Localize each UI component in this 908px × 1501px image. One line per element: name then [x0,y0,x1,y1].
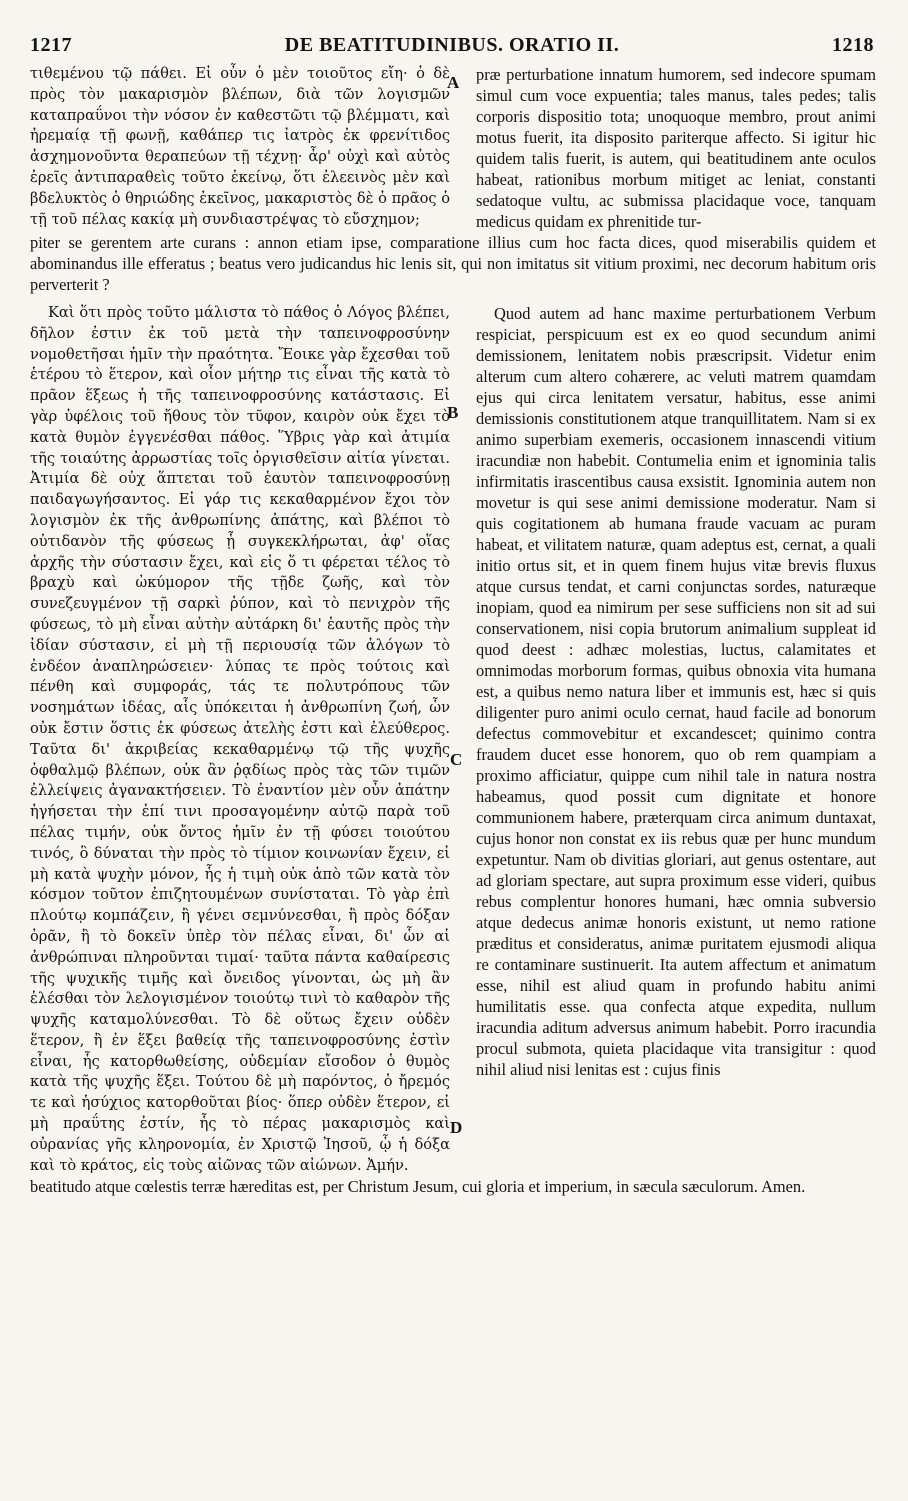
running-title: DE BEATITUDINIBUS. ORATIO II. [284,34,620,56]
columns-section-a [30,64,876,232]
section-marker-b: B [447,403,459,422]
full-width-paragraph-b: beatitudo atque cœlestis terræ hæreditas est, per Christum Jesum, cui gloria et imperium, in sæcula sæculorum. Amen. [30,1177,806,1197]
page-number-left: 1217 [30,34,72,56]
greek-paragraph-b: Καὶ ὅτι πρὸς τοῦτο μάλιστα τὸ πάθος ὁ Λόγος βλέπει, δῆλον ἐστιν ἐκ τοῦ μετὰ τὴν ταπεινοφροσύνην νομοθετῆσαι ἡμῖν τὴν πραότητα. Ἔοικε γὰρ ἔχεσθαι τοῦ ἑτέρου τὸ ἕτερον, καὶ οἷον μήτηρ τις εἶναι τῆς κατὰ τὸ πρᾶον ἕξεως ἡ τῆς ταπεινοφροσύνης κατάστασις. Εἰ γὰρ ὑφέλοις τοῦ ἤθους τὸν τῦφον, καιρὸν οὐκ ἔχει τὸ κατὰ θυμὸν ἐγγενέσθαι πάθος. Ὕβρις γὰρ καὶ ἀτιμία τῆς τοιαύτης ἀρρωστίας τοῖς ὀργισθεῖσιν αἰτία γίνεται. Ἀτιμία δὲ οὐχ ἅπτεται τοῦ ἑαυτὸν ταπεινοφροσύνῃ παιδαγωγήσαντος. Εἰ γάρ τις κεκαθαρμένον ἔχοι τὸν λογισμὸν ἐκ τῆς ἀνθρωπίνης ἀπάτης, καὶ βλέποι τὸ οὐτιδανὸν τῆς φύσεως ᾗ συγκεκλήρωται, ἀφ' οἵας ἀρχῆς τὴν σύστασιν ἔχει, καὶ εἰς ὅ τι φέρεται τέλος τὸ βραχὺ καὶ ὠκύμορον τῆς τῇδε ζωῆς, καὶ τὸν συνεζευγμένον τῇ σαρκὶ ῥύπον, καὶ τὸ πενιχρὸν τῆς φύσεως, τὸ μὴ εἶναι αὐτὴν αὐτάρκη δι' ἑαυτῆς πρὸς τὴν ἰδίαν σύστασιν, εἰ μὴ τῇ περιουσίᾳ τῶν ἀλόγων τὸ ἐνδέον ἀναπληρώσειεν· λύπας τε πρὸς τούτοις καὶ πένθη καὶ συμφοράς, τάς τε πολυτρόπους τῶν νοσημάτων ἰδέας, αἷς ὑπόκειται ἡ ἀνθρωπίνη ζωή, ὧν οὐκ ἔστιν ὅστις ἐκ φύσεως ἀτελὴς ἐστι καὶ ἐλεύθερος. Ταῦτα δι' ἀκριβείας κεκαθαρμένῳ τῷ τῆς ψυχῆς ὀφθαλμῷ βλέπων, οὐκ ἂν ῥᾳδίως πρὸς τὰς τῶν τιμῶν ἐλλείψεις ἀγανακτήσειεν. Τὸ ἐναντίον μὲν οὖν ἀπάτην ἡγήσεται τὴν ἐπί τινι προσαγομένην αὐτῷ παρὰ τοῦ πέλας τιμήν, οὐκ ὄντος ἡμῖν ἐν τῇ φύσει τοιούτου τινός, ὃ δύναται τὴν πρὸς τὸ τίμιον κοινωνίαν ἔχειν, εἰ μὴ κατὰ ψυχὴν μόνον, ἧς ἡ τιμὴ οὐκ ἀπὸ τῶν κατὰ τὸν κόσμον τοῦτον ἐπιζητουμένων συνίσταται. Τὸ γὰρ ἐπὶ πλούτῳ κομπάζειν, ἢ γένει σεμνύνεσθαι, ἢ πρὸς δόξαν ὁρᾶν, ἢ τὸ δοκεῖν ὑπὲρ τὸν πέλας εἶναι, δι' ὧν αἱ ἀνθρώπιναι πληροῦνται τιμαί· ταῦτα πάντα καθαίρεσις τῆς ψυχικῆς τιμῆς καὶ ὄνειδος γίνονται, ὡς μὴ ἂν ἑλέσθαι τὸν λελογισμένον τοιούτῳ τινὶ τὸ καθαρὸν τῆς ψυχῆς καταμολύνεσθαι. Τὸ δὲ οὕτως ἔχειν οὐδὲν ἕτερον, ἢ ἐν ἕξει βαθείᾳ τῆς ταπεινοφροσύνης ἐστὶν εἶναι, ἧς κατορθωθείσης, οὐδεμίαν εἴσοδον ὁ θυμὸς κατὰ τῆς ψυχῆς ἕξει. Τούτου δὲ μὴ παρόντος, ὁ ἤρεμός τε καὶ ἡσύχιος κατορθοῦται βίος· ὅπερ οὐδὲν ἕτερον, εἰ μὴ πραΰτης ἐστίν, ἧς τὸ πέρας μακαρισμὸς καὶ οὐρανίας γῆς κληρονομία, ἐν Χριστῷ Ἰησοῦ, ᾧ ἡ δόξα καὶ τὸ κράτος, εἰς τοὺς αἰῶνας τῶν αἰώνων. Ἀμήν. [30,304,450,1174]
section-marker-d: D [450,1118,463,1137]
running-header [30,34,874,60]
greek-paragraph-a: τιθεμένου τῷ πάθει. Εἰ οὖν ὁ μὲν τοιοῦτος εἴη· ὁ δὲ πρὸς τὸν μακαρισμὸν βλέπων, διὰ τῶν λογισμῶν καταπραΰνοι τὴν νόσον ἐν καθεστῶτι τῷ βλέμματι, καὶ ἠρεμαίᾳ τῇ φωνῇ, καθάπερ τις ἰατρὸς ἐκ φρενίτιδος ἀσχημονοῦντα θεραπεύων τῇ τέχνῃ· ἆρ' οὐχὶ καὶ αὐτὸς ἐρεῖς ἀντιπαραθεὶς τοῦτο ἐκείνῳ, ὅτι ἐλεεινὸς μὲν καὶ βδελυκτὸς ὁ θηριώδης ἐκεῖνος, μακαριστὸς δὲ ὁ πρᾶος ὁ τῇ τοῦ πέλας κακίᾳ μὴ συνδιαστρέψας τὸ εὔσχημον; [30,65,450,228]
page-body [30,64,876,1197]
section-marker-c: C [450,750,463,769]
full-width-paragraph-a: piter se gerentem arte curans : annon etiam ipse, comparatione illius cum hoc facta dices, quod miserabilis quidem et abominandus ille efferatus ; beatus vero judicandus hic lenis sit, qui non imitatus sit vitium proximi, nec decorum habitum oris perverterit ? [30,233,876,294]
section-marker-a: A [447,73,460,92]
columns-section-b [30,303,876,1176]
latin-column [476,303,876,1080]
greek-column [30,64,450,230]
page-number-right: 1218 [832,34,874,56]
latin-column [476,64,876,232]
latin-paragraph-a: præ perturbatione innatum humorem, sed indecore spumam simul cum voce expuentia; tales manus, tales pedes; talis corporis dispositio tota; unoquoque membro, prout animi motus fuerit, ita disposito pariterque affecto. Si igitur hic quidem talis fuerit, is autem, qui beatitudinem ante oculos habeat, rationibus morbum mitiget ac leniat, constanti sedatoque vultu, ac submissa placidaque voce, tanquam medicus quidam ex phrenitide tur- [476,65,876,231]
greek-column [30,303,450,1176]
latin-paragraph-b: Quod autem ad hanc maxime perturbationem Verbum respiciat, perspicuum est ex eo quod secundum animi demissionem, lenitatem nobis præscripsit. Videtur enim alterum cum altero cohærere, ac veluti matrem quamdam ejus qui circa lenitatem versatur, habitus, esse animi demissionis constitutionem atque tranquillitatem. Nam si ex animo superbiam exemeris, occasionem innascendi vitium iracundiæ non habebit. Contumelia enim et ignominia talis infirmitatis irascentibus causa exsistit. Ignominia autem non movetur is qui sese animi demissione moderatur. Nam si quis cogitationem ab humana fraude vacuam ac puram habeat, et vilitatem naturæ, quam adeptus est, cernat, a quali initio ortus sit, et in quem finem hujus vitæ brevis fluxus atque cursus tendat, et carni conjunctas sordes, naturæque inopiam, quod ea nimirum per sese sufficiens non sit ad sui conservationem, nisi copia brutorum animalium suppleat id quod deest : adhæc molestias, luctus, calamitates et omnimodas morborum formas, quibus obnoxia vita humana est, a quibus nemo natura liber et immunis est, hæc si quis diligenter puro animi oculo cernat, haud facile ad bonorum defectus commovebitur et excandescet; quinimo contra fraudem ducet esse honorem, quo ob rem quampiam a proximo afficiatur, quippe cum nihil tale in natura nostra habeamus, quod possit cum dignitate et honore communionem habere, præterquam circa animum duntaxat, cujus honor non constat ex iis rebus quæ per hunc mundum expetuntur. Nam ob divitias gloriari, aut genus ostentare, aut ad gloriam spectare, aut supra proximum esse videri, quibus rebus complentur honores humani, hæc omnia subversio atque dedecus animæ honoris existunt, ut nemo ratione præditus et consideratus, animæ puritatem ejusmodi aliqua re contaminare sustinuerit. Ita autem affectum et animatum esse, nihil est aliud quam in profundo habitu animi humilitatis esse. qua confecta atque expedita, nullum iracundia aditum adversus animum habebit. Porro iracundia procul submota, quieta placidaque vita transigitur : quod nihil aliud nisi lenitas est : cujus finis [476,304,876,1079]
